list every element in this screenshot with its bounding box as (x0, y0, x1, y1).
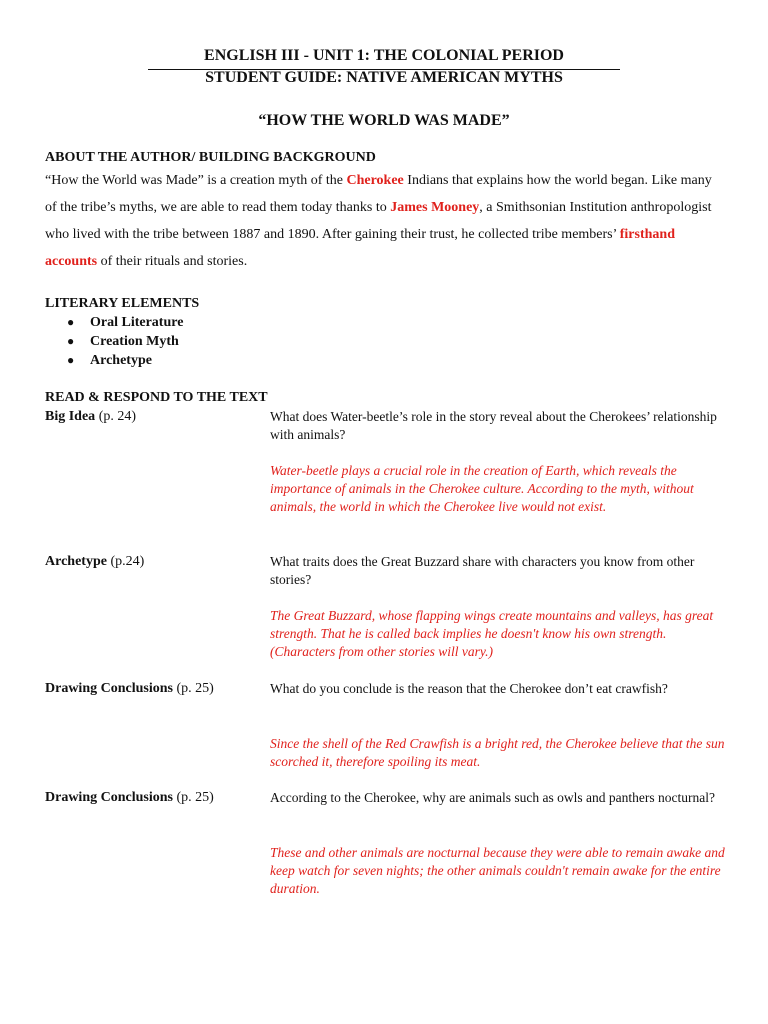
highlight-cherokee: Cherokee (346, 173, 404, 188)
bullet-icon: ● (67, 334, 75, 348)
entry-label-bold: Archetype (45, 554, 107, 569)
entry-question: What do you conclude is the reason that the Cherokee don’t eat crawfish? (270, 681, 668, 696)
entry-question: What does Water-beetle’s role in the story reveal about the Cherokees’ relationship with animals? (270, 409, 717, 442)
about-paragraph (45, 167, 725, 275)
list-item (45, 332, 183, 351)
bullet-icon: ● (67, 315, 75, 329)
story-title: “HOW THE WORLD WAS MADE” (258, 112, 510, 129)
literary-heading: LITERARY ELEMENTS (45, 296, 200, 311)
entry-label-bold: Big Idea (45, 409, 96, 424)
list-item-label: Oral Literature (90, 315, 184, 330)
highlight-james-mooney: James Mooney (390, 200, 480, 215)
literary-elements-list (45, 313, 183, 370)
list-item-label: Creation Myth (90, 334, 179, 349)
list-item-label: Archetype (90, 353, 152, 368)
list-item (45, 351, 183, 370)
highlight-firsthand-accounts: firsthand accounts (45, 227, 675, 269)
entry-answer: These and other animals are nocturnal because they were able to remain awake and keep watch for seven nights; the other animals couldn't remain awake for the entire duration. (270, 845, 725, 896)
entry-page-ref: (p. 25) (172, 790, 214, 805)
about-text-2: Indians that explains how the world began. Like many of the tribe’s myths, we are able to read them today thanks to (45, 173, 712, 215)
entry-label (45, 554, 144, 570)
entry-answer: Since the shell of the Red Crawfish is a bright red, the Cherokee believe that the sun scorched it, therefore spoiling its meat. (270, 736, 725, 769)
entry-question: According to the Cherokee, why are animals such as owls and panthers nocturnal? (270, 790, 715, 805)
entry-answer: The Great Buzzard, whose flapping wings create mountains and valleys, has great strength. That he is called back implies he doesn't know his own strength. (Characters from other stories will vary.) (270, 608, 714, 659)
respond-heading: READ & RESPOND TO THE TEXT (45, 390, 268, 405)
entry-answer: Water-beetle plays a crucial role in the creation of Earth, which reveals the importance of animals in the Cherokee culture. According to the myth, without animals, the world in which the Cherokee live would not exist. (270, 463, 694, 514)
entry-label-bold: Drawing Conclusions (45, 681, 173, 696)
course-title: ENGLISH III - UNIT 1: THE COLONIAL PERIOD (204, 47, 564, 64)
entry-label (45, 681, 214, 697)
entry-label (45, 790, 214, 806)
guide-title: STUDENT GUIDE: NATIVE AMERICAN MYTHS (205, 69, 563, 86)
about-text-1: “How the World was Made” is a creation myth of the (45, 173, 347, 188)
list-item (45, 313, 183, 332)
entry-question: What traits does the Great Buzzard share with characters you know from other stories? (270, 554, 695, 587)
bullet-icon: ● (67, 353, 75, 367)
entry-label-bold: Drawing Conclusions (45, 790, 173, 805)
about-text-3: , a Smithsonian Institution anthropologist who lived with the tribe between 1887 and 1890. After gaining their trust, he collected tribe members’ (45, 200, 712, 242)
entry-page-ref: (p.24) (106, 554, 145, 569)
entry-label (45, 409, 136, 425)
about-heading: ABOUT THE AUTHOR/ BUILDING BACKGROUND (45, 150, 376, 165)
entry-page-ref: (p. 24) (95, 409, 137, 424)
entry-page-ref: (p. 25) (172, 681, 214, 696)
about-text-4: of their rituals and stories. (97, 254, 248, 269)
